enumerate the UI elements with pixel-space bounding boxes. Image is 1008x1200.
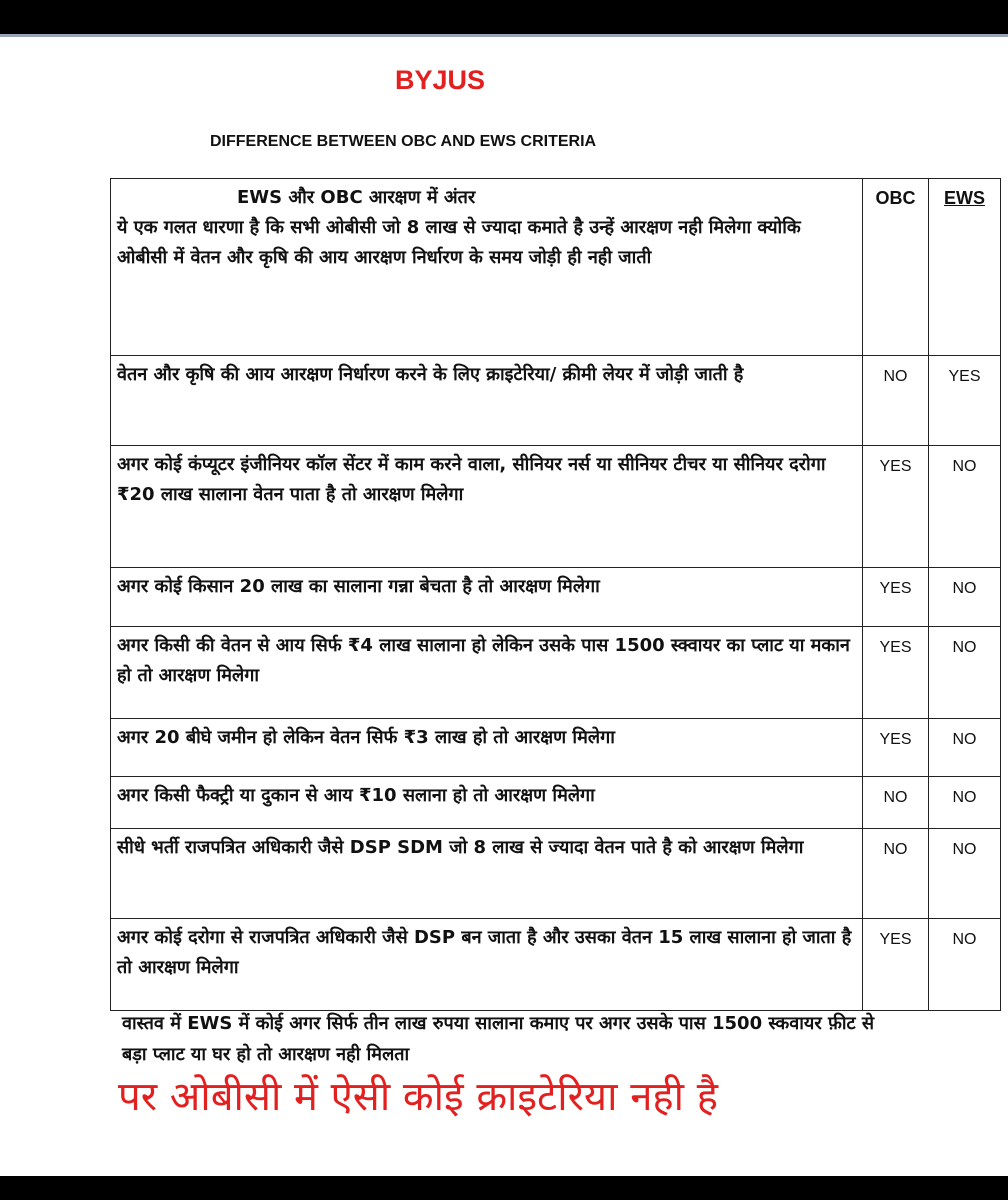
row-obc-value: YES xyxy=(863,627,929,719)
row-ews-value: NO xyxy=(929,627,1001,719)
row-obc-value: YES xyxy=(863,568,929,627)
header-cell xyxy=(111,179,863,356)
row-obc-value: YES xyxy=(863,919,929,1011)
row-ews-value: NO xyxy=(929,829,1001,919)
document-subtitle: DIFFERENCE BETWEEN OBC AND EWS CRITERIA xyxy=(210,133,597,150)
table-row xyxy=(111,446,1001,568)
row-text: अगर कोई दरोगा से राजपत्रित अधिकारी जैसे DSP बन जाता है और उसका वेतन 15 लाख सालाना हो जाता है तो आरक्षण मिलेगा xyxy=(111,919,863,1011)
row-text: वेतन और कृषि की आय आरक्षण निर्धारण करने के लिए क्राइटेरिया/ क्रीमी लेयर में जोड़ी जाती है xyxy=(111,356,863,446)
row-ews-value: YES xyxy=(929,356,1001,446)
row-ews-value: NO xyxy=(929,919,1001,1011)
row-text: अगर कोई कंप्यूटर इंजीनियर कॉल सेंटर में काम करने वाला, सीनियर नर्स या सीनियर टीचर या सीनियर दरोगा ₹20 लाख सालाना वेतन पाता है तो आरक्षण मिलेगा xyxy=(111,446,863,568)
table-row xyxy=(111,777,1001,829)
column-header-ews: EWS xyxy=(929,179,1001,356)
table-row xyxy=(111,829,1001,919)
table-row xyxy=(111,568,1001,627)
row-text: अगर कोई किसान 20 लाख का सालाना गन्ना बेचता है तो आरक्षण मिलेगा xyxy=(111,568,863,627)
row-text: अगर किसी की वेतन से आय सिर्फ ₹4 लाख सालाना हो लेकिन उसके पास 1500 स्क्वायर का प्लाट या मकान हो तो आरक्षण मिलेगा xyxy=(111,627,863,719)
brand-title: BYJUS xyxy=(394,65,486,95)
row-ews-value: NO xyxy=(929,446,1001,568)
row-ews-value: NO xyxy=(929,719,1001,777)
table-row xyxy=(111,919,1001,1011)
document-page xyxy=(0,34,1008,1176)
row-text: सीधे भर्ती राजपत्रित अधिकारी जैसे DSP SDM जो 8 लाख से ज्यादा वेतन पाते है को आरक्षण मिलेगा xyxy=(111,829,863,919)
row-text: अगर किसी फैक्ट्री या दुकान से आय ₹10 सलाना हो तो आरक्षण मिलेगा xyxy=(111,777,863,829)
row-obc-value: NO xyxy=(863,356,929,446)
table-row xyxy=(111,356,1001,446)
row-text: अगर 20 बीघे जमीन हो लेकिन वेतन सिर्फ ₹3 लाख हो तो आरक्षण मिलेगा xyxy=(111,719,863,777)
comparison-table xyxy=(110,178,1001,1011)
row-ews-value: NO xyxy=(929,568,1001,627)
row-obc-value: YES xyxy=(863,719,929,777)
footer-highlight: पर ओबीसी में ऐसी कोई क्राइटेरिया नही है xyxy=(118,1074,718,1120)
footer-note: वास्तव में EWS में कोई अगर सिर्फ तीन लाख रुपया सालाना कमाए पर अगर उसके पास 1500 स्कवायर फ़ीट से बड़ा प्लाट या घर हो तो आरक्षण नही मिलता xyxy=(122,1013,874,1065)
header-text: ये एक गलत धारणा है कि सभी ओबीसी जो 8 लाख से ज्यादा कमाते है उन्हें आरक्षण नही मिलेगा क्योकि ओबीसी में वेतन और कृषि की आय आरक्षण निर्धारण के समय जोड़ी ही नही जाती xyxy=(117,217,801,268)
table-header-row xyxy=(111,179,1001,356)
row-obc-value: NO xyxy=(863,777,929,829)
header-title: EWS और OBC आरक्षण में अंतर xyxy=(237,187,476,208)
table-row xyxy=(111,627,1001,719)
row-ews-value: NO xyxy=(929,777,1001,829)
row-obc-value: NO xyxy=(863,829,929,919)
table-row xyxy=(111,719,1001,777)
row-obc-value: YES xyxy=(863,446,929,568)
column-header-obc: OBC xyxy=(863,179,929,356)
